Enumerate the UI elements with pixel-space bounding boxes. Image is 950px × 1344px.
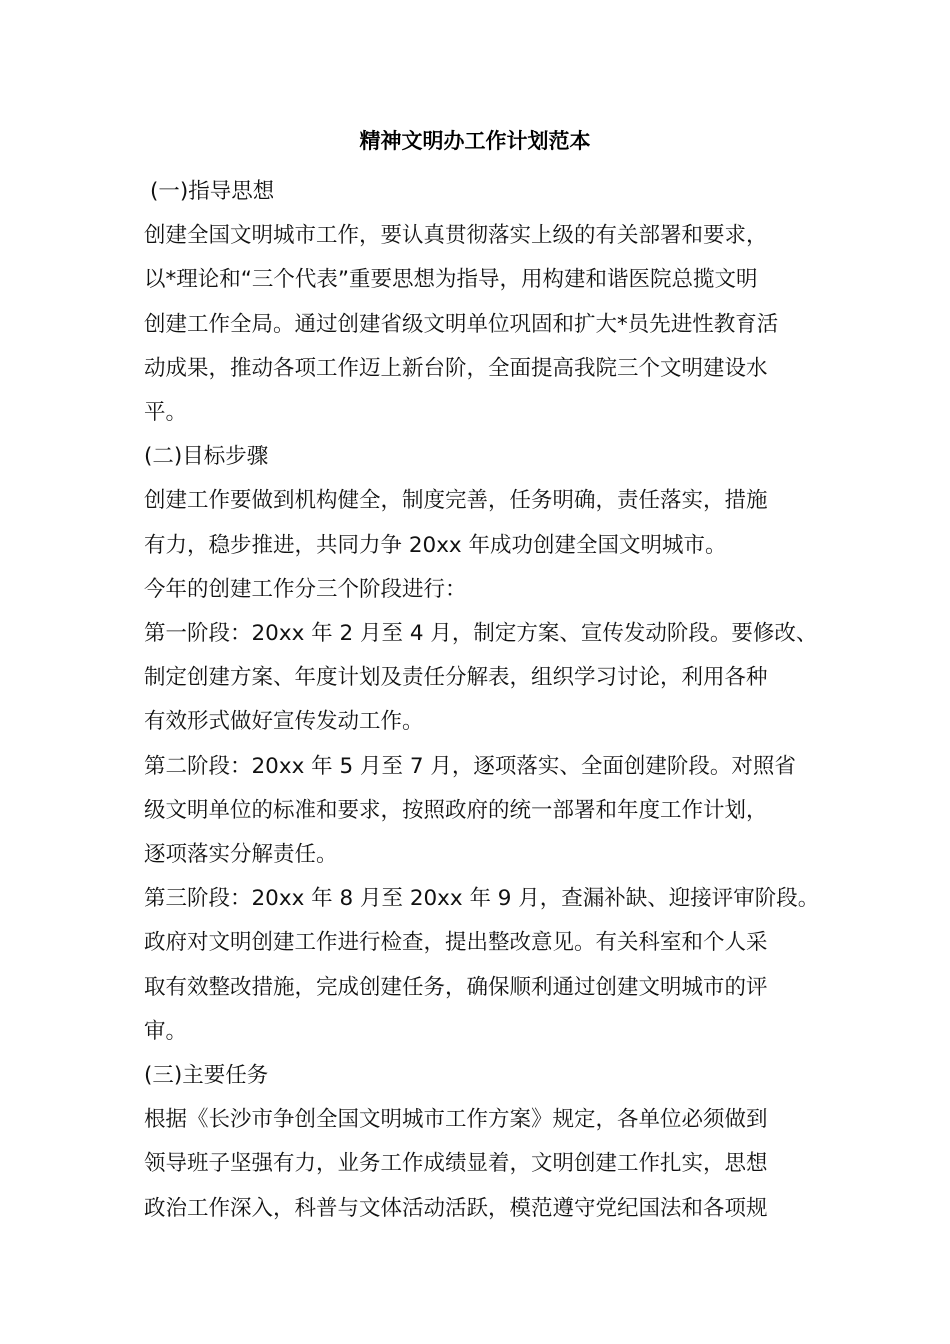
paragraph-line: 逐项落实分解责任。 [144,842,338,868]
paragraph-line: 创建全国文明城市工作，要认真贯彻落实上级的有关部署和要求， [144,223,768,249]
paragraph-line: 审。 [144,1018,188,1044]
paragraph-line: 政府对文明创建工作进行检查，提出整改意见。有关科室和个人采 [144,930,768,956]
paragraph-line: 级文明单位的标准和要求，按照政府的统一部署和年度工作计划， [144,797,768,823]
paragraph-line: 创建工作全局。通过创建省级文明单位巩固和扩大*员先进性教育活 [144,311,779,337]
paragraph-stage-three [144,877,820,1054]
section-heading-goal-steps [144,435,816,479]
paragraph-stage-one [144,612,816,745]
paragraph-main-tasks [144,1098,816,1231]
paragraph-line: 以*理论和“三个代表”重要思想为指导，用构建和谐医院总揽文明 [144,267,758,293]
paragraph-line: 政治工作深入，科普与文体活动活跃，模范遵守党纪国法和各项规 [144,1195,768,1221]
paragraph-stage-two [144,745,816,878]
paragraph-line: 有效形式做好宣传发动工作。 [144,709,424,735]
section-heading-main-tasks [144,1054,816,1098]
paragraph-goal [144,479,816,567]
document-title: 精神文明办工作计划范本 [359,129,591,153]
paragraph-line: 今年的创建工作分三个阶段进行： [144,576,467,602]
paragraph-line: 第二阶段：20xx 年 5 月至 7 月，逐项落实、全面创建阶段。对照省 [144,753,796,779]
heading-line: (一)指导思想 [150,179,275,204]
paragraph-line: 第一阶段：20xx 年 2 月至 4 月，制定方案、宣传发动阶段。要修改、 [144,621,818,647]
paragraph-line: 根据《长沙市争创全国文明城市工作方案》规定，各单位必须做到 [144,1107,768,1133]
heading-line: (三)主要任务 [144,1063,269,1089]
paragraph-stages-intro [144,568,816,612]
paragraph-line: 第三阶段：20xx 年 8 月至 20xx 年 9 月，查漏补缺、迎接评审阶段。 [144,886,820,912]
paragraph-line: 创建工作要做到机构健全，制度完善，任务明确，责任落实，措施 [144,488,768,514]
section-heading-guiding-thought [144,170,816,214]
document-body [144,170,820,1231]
paragraph-line: 平。 [144,400,188,426]
heading-line: (二)目标步骤 [144,444,269,470]
paragraph-line: 制定创建方案、年度计划及责任分解表，组织学习讨论，利用各种 [144,665,768,691]
paragraph-guiding-thought [144,214,816,435]
paragraph-line: 动成果，推动各项工作迈上新台阶，全面提高我院三个文明建设水 [144,355,768,381]
paragraph-line: 取有效整改措施，完成创建任务，确保顺利通过创建文明城市的评 [144,974,768,1000]
paragraph-line: 有力，稳步推进，共同力争 20xx 年成功创建全国文明城市。 [144,532,727,558]
paragraph-line: 领导班子坚强有力，业务工作成绩显着，文明创建工作扎实，思想 [144,1151,768,1177]
